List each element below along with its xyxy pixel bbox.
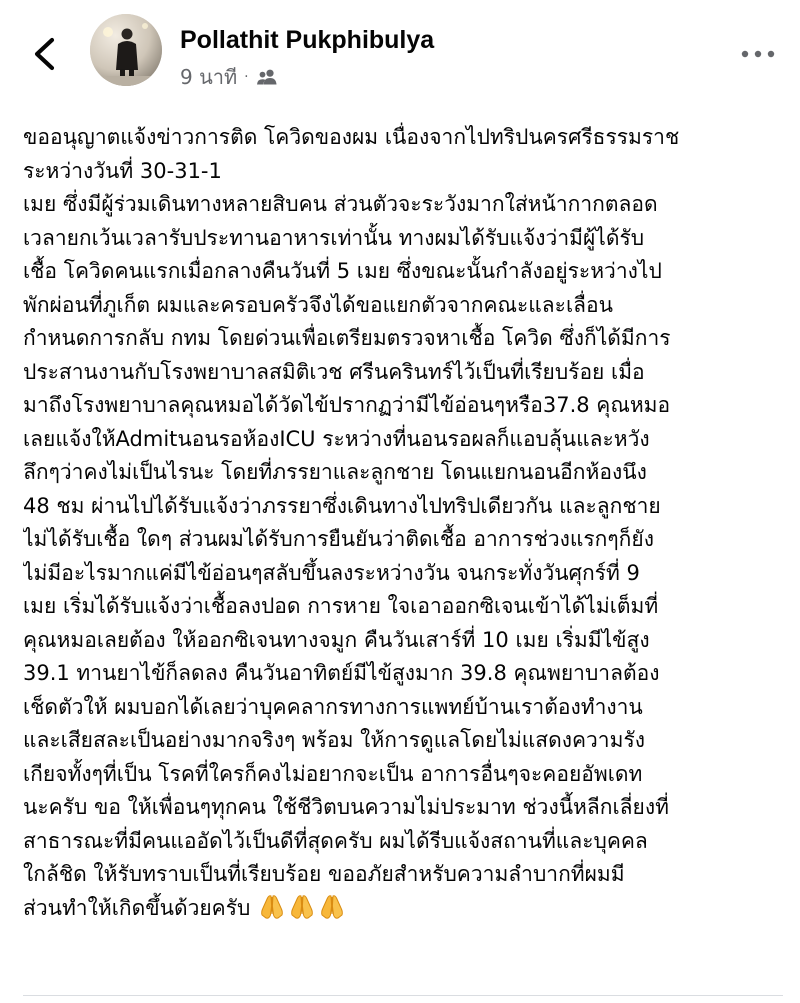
post-line: คุณหมอเลยต้อง ให้ออกซิเจนทางจมูก คืนวันเสาร์ที่ 10 เมย เริ่มมีไข้สูง	[23, 627, 650, 652]
post-line: มาถึงโรงพยาบาลคุณหมอได้วัดไข้ปรากฏว่ามีไข้อ่อนๆหรือ37.8 คุณหมอ	[23, 393, 671, 417]
post-line: เกียจทั้งๆที่เป็น โรคที่ใครก็คงไม่อยากจะเป็น อาการอื่นๆจะคอยอัพเดท	[23, 761, 643, 786]
back-arrow-icon	[33, 37, 55, 71]
post-line: เมย เริ่มได้รับแจ้งว่าเชื้อลงปอด การหาย ใจเอาออกซิเจนเข้าได้ไม่เต็มที่	[23, 594, 659, 618]
divider	[23, 995, 783, 996]
post-line: สาธารณะที่มีคนแออัดไว้เป็นดีที่สุดครับ ผมได้รีบแจ้งสถานที่และบุคคล	[23, 828, 648, 853]
emoji-group	[258, 892, 346, 920]
more-dots-icon	[741, 50, 775, 58]
post-line: กำหนดการกลับ กทม โดยด่วนเพื่อเตรียมตรวจหาเชื้อ โควิด ซึ่งก็ได้มีการ	[23, 326, 671, 350]
post-line: ระหว่างวันที่ 30-31-1	[23, 158, 222, 183]
post-line: ลึกๆว่าคงไม่เป็นไรนะ โดยที่ภรรยาและลูกชาย โดนแยกนอนอีกห้องนึง	[23, 460, 647, 484]
post-line: เช็ดตัวให้ ผมบอกได้เลยว่าบุคคลากรทางการแพทย์บ้านเราต้องทำงาน	[23, 694, 643, 719]
author-name[interactable]: Pollathit Pukphibulya	[180, 26, 435, 54]
post-line: เวลายกเว้นเวลารับประทานอาหารเท่านั้น ทางผมได้รับแจ้งว่ามีผู้ได้รับ	[23, 225, 645, 250]
post-meta	[180, 64, 278, 90]
profile-photo	[90, 14, 162, 86]
post-line: เชื้อ โควิดคนแรกเมื่อกลางคืนวันที่ 5 เมย ซึ่งขณะนั้นกำลังอยู่ระหว่างไป	[23, 259, 662, 283]
post-last-line	[23, 892, 783, 926]
post-line: ไม่มีอะไรมากแค่มีไข้อ่อนๆสลับขึ้นลงระหว่างวัน จนกระทั่งวันศุกร์ที่ 9	[23, 560, 640, 585]
post-line: พักผ่อนที่ภูเก็ต ผมและครอบครัวจึงได้ขอแยกตัวจากคณะและเลื่อน	[23, 292, 613, 317]
post-text	[23, 121, 783, 925]
avatar[interactable]	[90, 14, 162, 86]
back-button[interactable]	[22, 30, 66, 78]
post-line: และเสียสละเป็นอย่างมากจริงๆ พร้อม ให้การดูแลโดยไม่แสดงความรัง	[23, 728, 645, 752]
post-line: ส่วนทำให้เกิดขึ้นด้วยครับ	[23, 895, 251, 920]
post-header	[0, 0, 800, 110]
post-line: 48 ชม ผ่านไปได้รับแจ้งว่าภรรยาซึ่งเดินทางไปทริปเดียวกัน และลูกชาย	[23, 493, 661, 518]
friends-icon[interactable]	[256, 69, 278, 85]
post-line: นะครับ ขอ ให้เพื่อนๆทุกคน ใช้ชีวิตบนความไม่ประมาท ช่วงนี้หลีกเลี่ยงที่	[23, 795, 669, 819]
post-line: ประสานงานกับโรงพยาบาลสมิติเวช ศรีนครินทร์ไว้เป็นที่เรียบร้อย เมื่อ	[23, 359, 645, 384]
post-timestamp[interactable]: 9 นาที	[180, 65, 238, 89]
post-line: ขออนุญาตแจ้งข่าวการติด โควิดของผม เนื่องจากไปทริปนครศรีธรรมราช	[23, 125, 680, 149]
post-line: ไม่ได้รับเชื้อ ใดๆ ส่วนผมได้รับการยืนยันว่าติดเชื้อ อาการช่วงแรกๆก็ยัง	[23, 527, 654, 551]
folded-hands-icon	[258, 892, 286, 920]
post-line: 39.1 ทานยาไข้ก็ลดลง คืนวันอาทิตย์มีไข้สูงมาก 39.8 คุณพยาบาลต้อง	[23, 661, 660, 685]
folded-hands-icon	[318, 892, 346, 920]
more-options-button[interactable]	[738, 42, 778, 66]
post-line: ใกล้ชิด ให้รับทราบเป็นที่เรียบร้อย ขออภัยสำหรับความลำบากที่ผมมี	[23, 862, 625, 886]
meta-separator: ·	[244, 69, 249, 85]
post-line: เลยแจ้งให้Admitนอนรอห้องICU ระหว่างที่นอนรอผลก็แอบลุ้นและหวัง	[23, 426, 650, 451]
post-line: เมย ซึ่งมีผู้ร่วมเดินทางหลายสิบคน ส่วนตัวจะระวังมากใส่หน้ากากตลอด	[23, 192, 658, 216]
folded-hands-icon	[288, 892, 316, 920]
